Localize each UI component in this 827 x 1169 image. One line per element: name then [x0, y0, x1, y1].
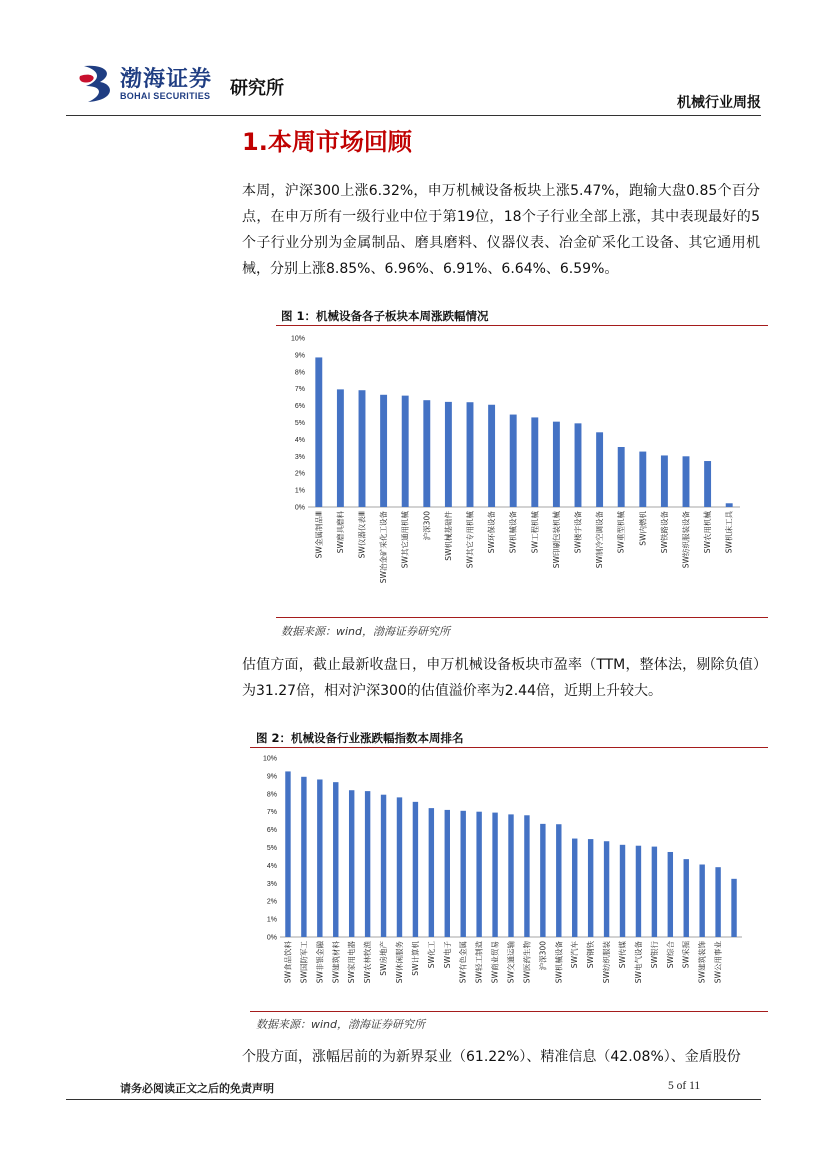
brand-name-cn: 渤海证券 [120, 66, 213, 92]
figure-1-chart [276, 330, 768, 615]
chart2-bar [684, 859, 689, 937]
chart2-bar [604, 841, 609, 937]
bohai-logo-icon [78, 62, 118, 106]
footer-disclaimer: 请务必阅读正文之后的免责声明 [120, 1082, 274, 1095]
chart1-ytick: 10% [290, 335, 305, 343]
chart2-category-label: SW食品饮料 [283, 941, 293, 984]
chart1-bar [510, 415, 517, 507]
figure-2-title: 图 2：机械设备行业涨跌幅指数本周排名 [256, 731, 464, 745]
figure-1-top-rule [276, 325, 768, 326]
chart1-category-label: SW重型机械 [616, 511, 626, 554]
chart2-bar [285, 771, 290, 937]
chart2-ytick: 7% [266, 809, 277, 817]
chart1-ytick: 6% [294, 403, 305, 411]
chart2-bar [397, 797, 402, 937]
chart2-bar [413, 802, 418, 937]
chart2-bar [301, 777, 306, 937]
chart2-category-label: SW银行 [649, 941, 659, 969]
chart2-category-label: SW计算机 [410, 941, 420, 976]
chart2-category-label: SW传媒 [618, 941, 628, 969]
chart1-bar [531, 417, 538, 507]
chart1-ytick: 3% [294, 453, 305, 461]
chart1-bar [402, 396, 409, 507]
chart2-category-label: 沪深300 [538, 941, 548, 971]
chart2-category-label: SW电气设备 [633, 941, 643, 984]
chart1-bar [423, 400, 430, 507]
chart2-bar [668, 852, 673, 937]
chart1-bar [661, 455, 668, 507]
chart2-category-label: SW轻工制造 [474, 941, 484, 984]
chart2-category-label: SW家用电器 [347, 941, 357, 984]
page-number: 5 of 11 [668, 1080, 701, 1092]
chart2-bar [333, 782, 338, 937]
chart2-bar [381, 795, 386, 937]
chart2-ytick: 2% [266, 898, 277, 906]
chart2-category-label: SW有色金属 [458, 941, 468, 984]
chart2-bar [572, 839, 577, 937]
chart1-category-label: SW机床工具 [724, 511, 734, 554]
chart1-ytick: 4% [294, 436, 305, 444]
chart2-bar [556, 824, 561, 937]
chart2-bar [508, 814, 513, 937]
section-title: 1.本周市场回顾 [242, 128, 412, 156]
header-divider [66, 115, 761, 116]
chart2-category-label: SW机械设备 [554, 941, 564, 984]
chart2-ytick: 6% [266, 827, 277, 835]
chart1-category-label: SW农用机械 [703, 511, 713, 554]
chart2-category-label: SW建筑装饰 [697, 941, 707, 984]
figure-2-chart [250, 752, 768, 1009]
chart2-bar [715, 867, 720, 937]
chart1-category-label: SW工程机械 [530, 511, 540, 554]
chart1-ytick: 9% [294, 352, 305, 360]
chart2-category-label: SW综合 [665, 941, 675, 969]
chart1-bar [380, 395, 387, 507]
chart2-category-label: SW建筑材料 [331, 941, 341, 984]
chart2-bar [460, 811, 465, 937]
chart2-bar [731, 879, 736, 937]
chart1-category-label: SW印刷包装机械 [551, 511, 561, 569]
chart2-bar [540, 824, 545, 937]
chart2-category-label: SW公用事业 [713, 941, 723, 984]
chart1-bar [467, 402, 474, 507]
figure-1-title: 图 1：机械设备各子板块本周涨跌幅情况 [281, 309, 489, 323]
chart2-category-label: SW电子 [442, 941, 452, 969]
chart1-category-label: SW楼宇设备 [573, 511, 583, 554]
chart1-bar [683, 456, 690, 507]
paragraph-stocks: 个股方面，涨幅居前的为新界泵业（61.22%）、精准信息（42.08%）、金盾股份 [242, 1049, 741, 1065]
chart2-bar [524, 815, 529, 937]
chart2-category-label: SW汽车 [570, 941, 580, 969]
chart1-bar [618, 447, 625, 507]
chart1-ytick: 8% [294, 369, 305, 377]
report-name: 机械行业周报 [677, 95, 761, 111]
chart2-bar [365, 791, 370, 937]
chart1-ytick: 7% [294, 386, 305, 394]
chart2-bar [429, 808, 434, 937]
chart2-bar [699, 865, 704, 937]
chart1-category-label: SW冶金矿采化工设备 [379, 511, 389, 584]
chart1-bar [359, 390, 366, 507]
chart1-category-label: SW内燃机 [638, 511, 648, 546]
chart2-ytick: 4% [266, 862, 277, 870]
chart2-category-label: SW非银金融 [315, 941, 325, 984]
chart2-ytick: 3% [266, 880, 277, 888]
chart1-bar [726, 503, 733, 507]
chart2-bar [492, 813, 497, 937]
chart1-category-label: 沪深300 [422, 511, 432, 541]
paragraph-market-review: 本周，沪深300上涨6.32%，申万机械设备板块上涨5.47%，跑输大盘0.85个百分点，在申万所有一级行业中位于第19位，18个子行业全部上涨，其中表现最好的5个子行业分别为金属制品、磨具磨料、仪器仪表、冶金矿采化工设备、其它通用机械，分别上涨8.85%、6.96%、6.91%、6.64%、6.59%。 [242, 183, 760, 277]
chart2-bar [588, 839, 593, 937]
chart2-category-label: SW化工 [426, 941, 436, 969]
chart2-category-label: SW交通运输 [506, 941, 516, 984]
chart2-bar [476, 812, 481, 937]
figure-2-bottom-rule [250, 1011, 768, 1012]
figure-1-bottom-rule [276, 617, 768, 618]
chart1-bar [488, 405, 495, 507]
chart1-bar [575, 423, 582, 507]
chart2-category-label: SW钢铁 [586, 941, 596, 969]
chart2-category-label: SW医药生物 [522, 941, 532, 984]
chart2-bar [317, 779, 322, 937]
chart1-category-label: SW其它通用机械 [400, 511, 410, 569]
chart1-category-label: SW机械基础件 [443, 511, 453, 561]
chart1-category-label: SW磨具磨料 [335, 511, 345, 554]
institute-label: 研究所 [230, 78, 284, 99]
chart2-bar [636, 846, 641, 937]
chart2-bar [652, 847, 657, 937]
chart1-category-label: SW其它专用机械 [465, 511, 475, 569]
brand-name-en: BOHAI SECURITIES [120, 91, 211, 101]
chart2-ytick: 9% [266, 773, 277, 781]
chart1-category-label: SW纺织服装设备 [681, 511, 691, 569]
chart1-bar [596, 432, 603, 507]
chart1-bar [704, 461, 711, 507]
chart1-ytick: 0% [294, 504, 305, 512]
paragraph-valuation: 估值方面，截止最新收盘日，申万机械设备板块市盈率（TTM，整体法，剔除负值）为31.27倍，相对沪深300的估值溢价率为2.44倍，近期上升较大。 [242, 657, 760, 699]
chart2-bar [349, 790, 354, 937]
chart1-category-label: SW机械设备 [508, 511, 518, 554]
chart2-bar [620, 845, 625, 937]
chart1-category-label: SW环保设备 [487, 511, 497, 554]
chart2-category-label: SW休闲服务 [394, 941, 404, 984]
chart1-ytick: 1% [294, 487, 305, 495]
chart1-category-label: SW铁路设备 [659, 511, 669, 554]
chart2-ytick: 8% [266, 791, 277, 799]
chart1-bar [553, 422, 560, 507]
chart1-category-label: SW制冷空调设备 [595, 511, 605, 569]
chart2-category-label: SW采掘 [681, 941, 691, 969]
chart1-category-label: SW仪器仪表Ⅲ [357, 511, 367, 559]
chart1-bar [315, 357, 322, 507]
chart2-bar [445, 810, 450, 937]
chart2-category-label: SW纺织服装 [602, 941, 612, 984]
chart2-ytick: 10% [262, 755, 277, 763]
chart2-category-label: SW商业贸易 [490, 941, 500, 984]
chart1-bar [337, 389, 344, 507]
chart2-category-label: SW房地产 [379, 941, 389, 976]
chart2-ytick: 1% [266, 916, 277, 924]
chart1-ytick: 2% [294, 470, 305, 478]
figure-1-source: 数据来源：wind，渤海证券研究所 [281, 625, 451, 638]
chart2-category-label: SW农林牧渔 [363, 941, 373, 984]
chart2-ytick: 0% [266, 934, 277, 942]
chart1-ytick: 5% [294, 420, 305, 427]
chart1-bar [639, 452, 646, 507]
figure-2-source: 数据来源：wind，渤海证券研究所 [256, 1018, 426, 1031]
chart1-bar [445, 402, 452, 507]
figure-2-top-rule [250, 747, 768, 748]
chart1-category-label: SW金属制品Ⅲ [314, 511, 324, 559]
chart2-category-label: SW国防军工 [299, 941, 309, 984]
footer-divider [66, 1099, 761, 1100]
chart2-ytick: 5% [266, 845, 277, 852]
